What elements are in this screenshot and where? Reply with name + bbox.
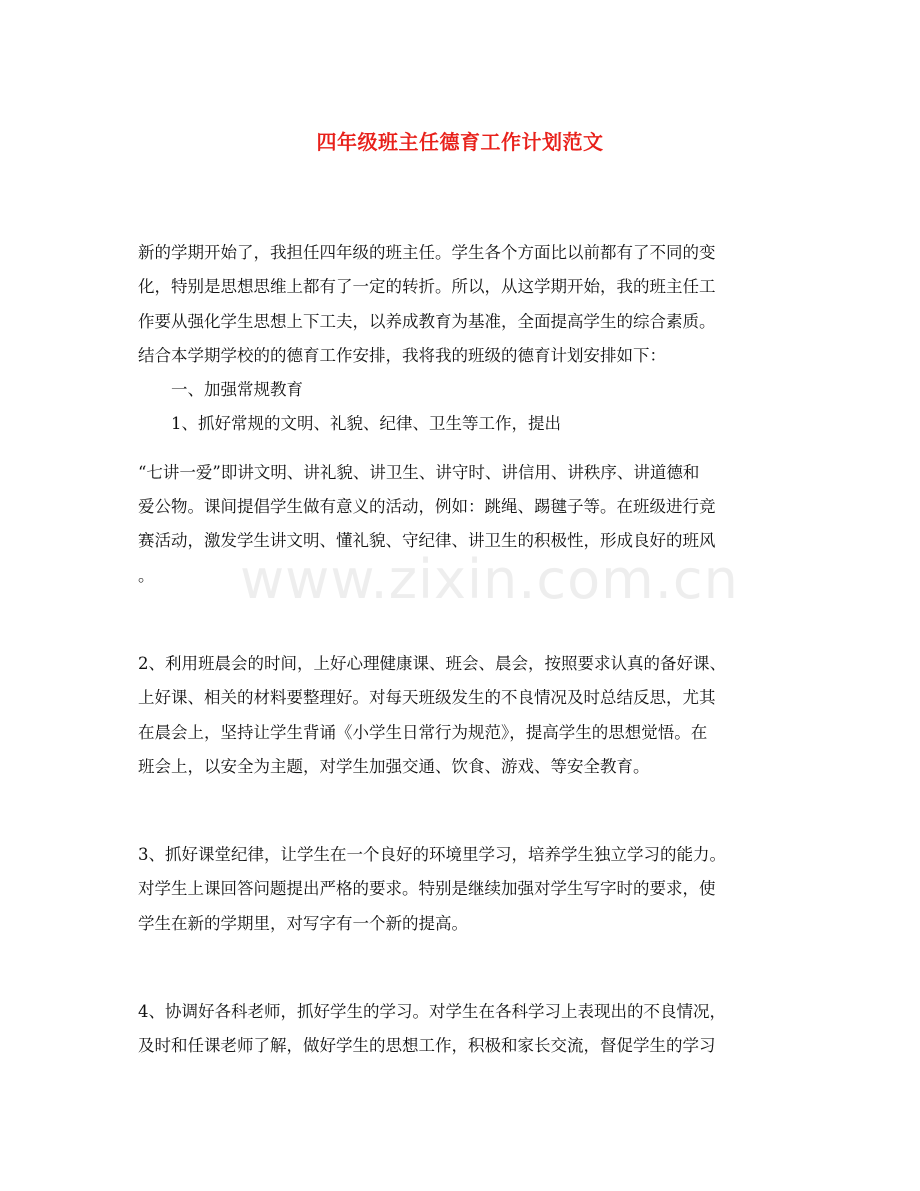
text-line: “七讲一爱”即讲文明、讲礼貌、讲卫生、讲守时、讲信用、讲秩序、讲道德和 [138,462,700,482]
paragraph-item-2 [138,647,783,784]
section-heading [138,373,783,407]
text-line: 作要从强化学生思想上下工夫，以养成教育为基准，全面提高学生的综合素质。 [138,311,716,331]
text-line: 上好课、相关的材料要整理好。对每天班级发生的不良情况及时总结反思，尤其 [138,688,716,708]
text-line: 结合本学期学校的的德育工作安排，我将我的班级的德育计划安排如下： [138,345,666,365]
text-line: 一、加强常规教育 [171,380,303,400]
text-line: 班会上，以安全为主题，对学生加强交通、饮食、游戏、等安全教育。 [138,756,650,776]
text-line: 4、协调好各科老师，抓好学生的学习。对学生在各科学习上表现出的不良情况， [138,1002,726,1022]
document-body [138,236,783,1064]
text-line: 赛活动，激发学生讲文明、懂礼貌、守纪律、讲卫生的积极性，形成良好的班风 [138,531,716,551]
text-line: 1、抓好常规的文明、礼貌、纪律、卫生等工作，提出 [171,414,561,434]
text-line: 2、利用班晨会的时间，上好心理健康课、班会、晨会，按照要求认真的备好课、 [138,653,726,673]
item-heading [138,407,783,441]
text-line: 。 [138,565,155,585]
text-line: 对学生上课回答问题提出严格的要求。特别是继续加强对学生写字时的要求，使 [138,879,716,899]
paragraph-item-4 [138,995,783,1064]
watermark: www.zixin.com.cn [240,548,739,611]
text-line: 及时和任课老师了解，做好学生的思想工作，积极和家长交流，督促学生的学习 [138,1036,716,1056]
text-line: 化，特别是思想思维上都有了一定的转折。所以，从这学期开始，我的班主任工 [138,277,716,297]
document-title: 四年级班主任德育工作计划范文 [316,130,604,154]
paragraph-item-3 [138,838,783,941]
text-line: 3、抓好课堂纪律，让学生在一个良好的环境里学习，培养学生独立学习的能力。 [138,845,726,865]
text-line: 学生在新的学期里，对写字有一个新的提高。 [138,913,468,933]
text-line: 在晨会上，坚持让学生背诵《小学生日常行为规范》，提高学生的思想觉悟。在 [138,722,708,742]
text-line: 新的学期开始了，我担任四年级的班主任。学生各个方面比以前都有了不同的变 [138,243,716,262]
paragraph-intro [138,236,783,373]
paragraph-item-1-body [138,456,783,593]
text-line: 爱公物。课间提倡学生做有意义的活动，例如：跳绳、踢毽子等。在班级进行竞 [138,497,716,517]
